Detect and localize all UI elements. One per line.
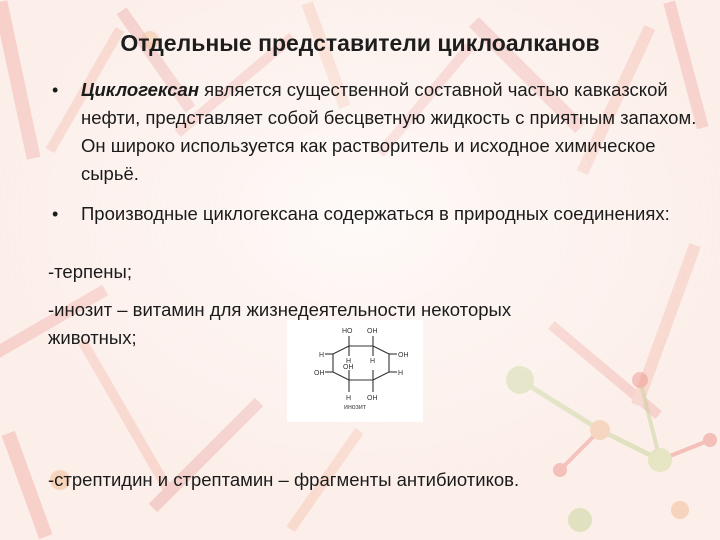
- label-h-right: H: [398, 370, 404, 377]
- label-oh-left: OH: [314, 370, 325, 377]
- bullet-body: является существенной составной частью кавказской нефти, представляет собой бесцветную жидкость с приятным запахом. Он широко используется как растворитель и исходное химическое сырьё.: [81, 79, 697, 184]
- label-oh-top: OH: [367, 328, 378, 335]
- bullet-body: Производные циклогексана содержаться в природных соединениях:: [81, 203, 670, 224]
- text-line-streptidine: -стрептидин и стрептамин – фрагменты антибиотиков.: [48, 469, 520, 490]
- text-line-inositol: -инозит – витамин для жизнедеятельности некоторых: [48, 299, 512, 320]
- slide-title: Отдельные представители циклоалканов: [120, 30, 600, 56]
- bullet-marker: •: [52, 80, 59, 100]
- bullet-emphasis: Циклогексан: [81, 79, 200, 100]
- label-h-mid-left: H: [346, 358, 352, 365]
- label-ho-top: HO: [342, 328, 353, 335]
- figure-caption: инозит: [344, 404, 366, 411]
- inositol-structure-figure: [287, 320, 423, 422]
- text-line-animals: животных;: [48, 327, 137, 348]
- label-h-left: H: [319, 352, 325, 359]
- label-oh-mid: OH: [343, 364, 354, 371]
- label-oh-bottom: OH: [367, 395, 378, 402]
- label-h-mid-right: H: [370, 358, 376, 365]
- label-oh-right: OH: [398, 352, 409, 359]
- inositol-structure-diagram: [287, 320, 423, 404]
- label-h-bottom-left: H: [346, 395, 352, 402]
- bullet-marker: •: [52, 204, 59, 224]
- text-line-terpenes: -терпены;: [48, 261, 132, 282]
- bullet-text: [81, 76, 701, 188]
- bullet-text: [81, 200, 701, 228]
